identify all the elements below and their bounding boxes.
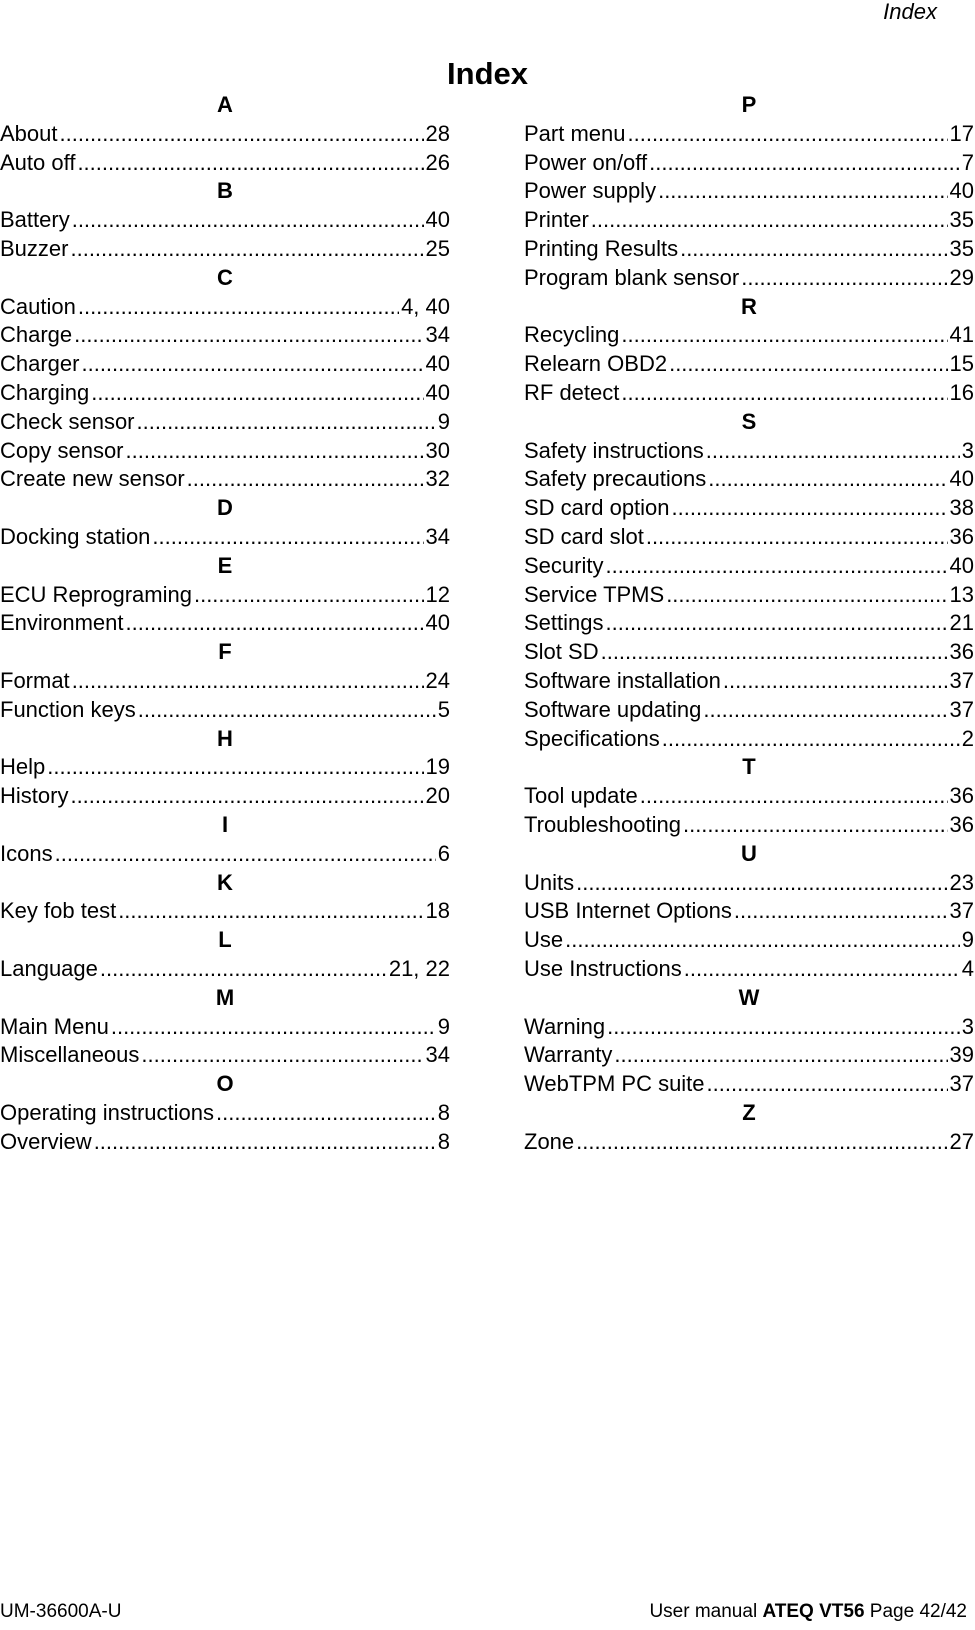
index-entry xyxy=(0,1128,450,1157)
index-page-ref: 17 xyxy=(949,120,974,146)
index-page-ref: 8 xyxy=(437,1128,450,1154)
index-term: Safety precautions xyxy=(524,466,707,492)
index-page-ref: 19 xyxy=(425,754,450,780)
index-term: Recycling xyxy=(524,322,620,348)
dot-leader xyxy=(91,379,423,408)
dot-leader xyxy=(591,206,948,235)
dot-leader xyxy=(126,437,424,466)
index-term: Icons xyxy=(0,840,53,866)
dot-leader xyxy=(666,581,947,610)
index-term: Charging xyxy=(0,379,90,405)
index-term: Printing Results xyxy=(524,235,679,261)
index-entry xyxy=(524,350,974,379)
index-entry xyxy=(524,926,974,955)
index-page-ref: 4, 40 xyxy=(401,293,450,319)
index-term: Language xyxy=(0,955,98,981)
index-page-ref: 40 xyxy=(425,207,450,233)
dot-leader xyxy=(60,120,424,149)
index-page-ref: 30 xyxy=(425,437,450,463)
index-term: Relearn OBD2 xyxy=(524,351,668,377)
index-entry xyxy=(524,897,974,926)
index-page-ref: 7 xyxy=(961,149,974,175)
index-page-ref: 21 xyxy=(949,610,974,636)
dot-leader xyxy=(741,264,947,293)
index-page-ref: 12 xyxy=(425,581,450,607)
dot-leader xyxy=(72,206,424,235)
index-page-ref: 35 xyxy=(949,207,974,233)
index-term: Power on/off xyxy=(524,149,648,175)
dot-leader xyxy=(118,897,423,926)
dot-leader xyxy=(708,465,947,494)
index-page-ref: 39 xyxy=(949,1042,974,1068)
index-entry xyxy=(524,782,974,811)
index-page-ref: 25 xyxy=(425,235,450,261)
footer-manual-label: User manual xyxy=(649,1601,763,1622)
index-term: Slot SD xyxy=(524,639,599,665)
index-entry xyxy=(524,667,974,696)
dot-leader xyxy=(111,1013,436,1042)
index-term: ECU Reprograming xyxy=(0,581,192,607)
dot-leader xyxy=(70,235,423,264)
dot-leader xyxy=(680,235,947,264)
index-page-ref: 40 xyxy=(949,178,974,204)
index-page-ref: 2 xyxy=(961,725,974,751)
index-entry xyxy=(0,293,450,322)
index-entry xyxy=(524,1013,974,1042)
index-page-ref: 24 xyxy=(425,667,450,693)
dot-leader xyxy=(194,581,424,610)
index-term: Printer xyxy=(524,207,589,233)
dot-leader xyxy=(646,523,948,552)
dot-leader xyxy=(684,955,960,984)
index-page-ref: 37 xyxy=(949,1071,974,1097)
dot-leader xyxy=(669,350,947,379)
index-entry xyxy=(0,1099,450,1128)
index-page-ref: 4 xyxy=(961,955,974,981)
dot-leader xyxy=(621,321,947,350)
dot-leader xyxy=(77,149,423,178)
index-term: Security xyxy=(524,552,604,578)
section-letter: E xyxy=(217,552,233,578)
index-page-ref: 13 xyxy=(949,581,974,607)
dot-leader xyxy=(576,1128,947,1157)
index-term: Software updating xyxy=(524,696,702,722)
dot-leader xyxy=(565,926,960,955)
dot-leader xyxy=(78,293,399,322)
index-entry xyxy=(0,1013,450,1042)
index-page-ref: 5 xyxy=(437,696,450,722)
dot-leader xyxy=(621,379,947,408)
dot-leader xyxy=(628,120,948,149)
section-letter: D xyxy=(217,495,233,521)
index-entry xyxy=(524,465,974,494)
dot-leader xyxy=(187,465,424,494)
index-term: Part menu xyxy=(524,120,626,146)
dot-leader xyxy=(723,667,948,696)
index-term: WebTPM PC suite xyxy=(524,1071,705,1097)
section-letter: B xyxy=(217,178,233,204)
index-term: USB Internet Options xyxy=(524,898,732,924)
index-term: Charger xyxy=(0,351,80,377)
dot-leader xyxy=(72,667,424,696)
dot-leader xyxy=(126,609,424,638)
index-entry xyxy=(524,1070,974,1099)
index-term: Docking station xyxy=(0,523,151,549)
index-term: Overview xyxy=(0,1128,92,1154)
footer-product-name: ATEQ VT56 xyxy=(762,1601,865,1622)
index-page-ref: 37 xyxy=(949,898,974,924)
footer-page-number: Page 42/42 xyxy=(864,1601,967,1622)
index-page-ref: 26 xyxy=(425,149,450,175)
dot-leader xyxy=(74,321,423,350)
index-term: Zone xyxy=(524,1128,575,1154)
index-entry xyxy=(0,609,450,638)
index-entry xyxy=(0,840,450,869)
section-letter: U xyxy=(741,840,757,866)
section-letter: S xyxy=(741,408,757,434)
index-page-ref: 36 xyxy=(949,811,974,837)
index-page-ref: 23 xyxy=(949,869,974,895)
index-entry xyxy=(524,811,974,840)
section-letter: O xyxy=(216,1071,234,1097)
index-page-ref: 34 xyxy=(425,322,450,348)
dot-leader xyxy=(614,1041,947,1070)
index-term: Help xyxy=(0,754,46,780)
footer-doc-id: UM-36600A-U xyxy=(0,1601,122,1622)
index-page-ref: 15 xyxy=(949,351,974,377)
index-entry xyxy=(524,206,974,235)
index-entry xyxy=(0,379,450,408)
dot-leader xyxy=(707,1070,948,1099)
dot-leader xyxy=(607,1013,960,1042)
index-entry xyxy=(0,206,450,235)
index-term: Check sensor xyxy=(0,408,135,434)
index-term: Power supply xyxy=(524,178,657,204)
index-entry xyxy=(0,437,450,466)
index-term: Settings xyxy=(524,610,604,636)
section-letter: F xyxy=(218,639,232,665)
index-term: Troubleshooting xyxy=(524,811,681,837)
index-entry xyxy=(0,120,450,149)
dot-leader xyxy=(658,177,947,206)
section-letter: K xyxy=(217,869,233,895)
index-entry xyxy=(524,869,974,898)
index-page-ref: 35 xyxy=(949,235,974,261)
dot-leader xyxy=(137,408,436,437)
dot-leader xyxy=(141,1041,423,1070)
index-entry xyxy=(0,782,450,811)
index-entry xyxy=(0,696,450,725)
index-term: Battery xyxy=(0,207,70,233)
running-header: Index xyxy=(883,0,937,24)
index-term: Use Instructions xyxy=(524,955,682,981)
dot-leader xyxy=(683,811,948,840)
index-page-ref: 8 xyxy=(437,1099,450,1125)
index-term: RF detect xyxy=(524,379,620,405)
dot-leader xyxy=(81,350,423,379)
index-term: Environment xyxy=(0,610,124,636)
index-page-ref: 3 xyxy=(961,1013,974,1039)
index-entry xyxy=(524,638,974,667)
index-entry xyxy=(0,897,450,926)
section-letter: H xyxy=(217,725,233,751)
dot-leader xyxy=(47,753,423,782)
index-entry xyxy=(524,552,974,581)
dot-leader xyxy=(734,897,948,926)
index-page-ref: 9 xyxy=(437,408,450,434)
index-term: Buzzer xyxy=(0,235,69,261)
index-entry xyxy=(524,379,974,408)
index-term: Format xyxy=(0,667,70,693)
index-entry xyxy=(524,321,974,350)
index-term: Safety instructions xyxy=(524,437,704,463)
index-page-ref: 36 xyxy=(949,523,974,549)
index-term: Service TPMS xyxy=(524,581,665,607)
index-term: Warning xyxy=(524,1013,606,1039)
index-page-ref: 34 xyxy=(425,523,450,549)
index-entry xyxy=(524,725,974,754)
index-term: About xyxy=(0,120,58,146)
index-page-ref: 27 xyxy=(949,1128,974,1154)
index-term: Key fob test xyxy=(0,898,117,924)
index-term: Use xyxy=(524,927,564,953)
index-entry xyxy=(524,437,974,466)
index-entry xyxy=(524,609,974,638)
index-entry xyxy=(0,667,450,696)
index-page-ref: 21, 22 xyxy=(388,955,450,981)
index-term: Charge xyxy=(0,322,73,348)
index-page-ref: 34 xyxy=(425,1042,450,1068)
index-page-ref: 36 xyxy=(949,639,974,665)
section-letter: L xyxy=(218,927,232,953)
index-page-ref: 9 xyxy=(961,927,974,953)
index-page-ref: 40 xyxy=(425,610,450,636)
index-column-left xyxy=(0,91,450,1156)
dot-leader xyxy=(152,523,423,552)
index-entry xyxy=(0,149,450,178)
section-letter: C xyxy=(217,264,233,290)
index-page-ref: 6 xyxy=(437,840,450,866)
index-entry xyxy=(0,465,450,494)
section-letter: M xyxy=(215,984,235,1010)
section-letter: A xyxy=(217,92,233,117)
index-page-ref: 40 xyxy=(425,379,450,405)
section-letter: W xyxy=(738,984,760,1010)
index-entry xyxy=(0,235,450,264)
index-page-ref: 20 xyxy=(425,783,450,809)
page-title: Index xyxy=(447,56,528,91)
dot-leader xyxy=(672,494,948,523)
index-term: History xyxy=(0,783,69,809)
index-entry xyxy=(524,494,974,523)
index-term: Miscellaneous xyxy=(0,1042,140,1068)
dot-leader xyxy=(70,782,423,811)
index-entry xyxy=(524,581,974,610)
index-entry xyxy=(524,523,974,552)
index-term: Operating instructions xyxy=(0,1099,214,1125)
index-term: SD card slot xyxy=(524,523,644,549)
index-page-ref: 9 xyxy=(437,1013,450,1039)
index-page-ref: 36 xyxy=(949,783,974,809)
index-entry xyxy=(0,321,450,350)
index-page-ref: 40 xyxy=(425,351,450,377)
section-letter: Z xyxy=(742,1099,756,1125)
index-page-ref: 37 xyxy=(949,667,974,693)
section-letter: R xyxy=(741,293,757,319)
dot-leader xyxy=(216,1099,436,1128)
index-page-ref: 16 xyxy=(949,379,974,405)
index-page-ref: 3 xyxy=(961,437,974,463)
index-entry xyxy=(524,1041,974,1070)
index-term: Create new sensor xyxy=(0,466,185,492)
index-entry xyxy=(524,264,974,293)
index-page-ref: 40 xyxy=(949,552,974,578)
index-entry xyxy=(0,523,450,552)
index-page-ref: 29 xyxy=(949,264,974,290)
index-page-ref: 41 xyxy=(949,322,974,348)
index-entry xyxy=(524,1128,974,1157)
index-term: Units xyxy=(524,869,575,895)
dot-leader xyxy=(605,552,947,581)
index-entry xyxy=(524,235,974,264)
index-entry xyxy=(524,955,974,984)
section-letter: I xyxy=(221,811,229,837)
index-page-ref: 37 xyxy=(949,696,974,722)
index-entry xyxy=(0,753,450,782)
index-term: Function keys xyxy=(0,696,136,722)
dot-leader xyxy=(662,725,960,754)
index-entry xyxy=(0,350,450,379)
index-entry xyxy=(0,408,450,437)
index-term: Copy sensor xyxy=(0,437,124,463)
dot-leader xyxy=(100,955,387,984)
dot-leader xyxy=(640,782,948,811)
index-entry xyxy=(0,581,450,610)
index-entry xyxy=(0,955,450,984)
dot-leader xyxy=(649,149,960,178)
footer-page-info xyxy=(649,1601,967,1623)
index-page-ref: 28 xyxy=(425,120,450,146)
dot-leader xyxy=(55,840,436,869)
index-term: Software installation xyxy=(524,667,721,693)
section-letter: P xyxy=(741,92,757,117)
index-page-ref: 38 xyxy=(949,495,974,521)
index-term: Main Menu xyxy=(0,1013,109,1039)
index-term: Caution xyxy=(0,293,76,319)
dot-leader xyxy=(138,696,436,725)
index-term: Auto off xyxy=(0,149,76,175)
index-term: Tool update xyxy=(524,783,638,809)
dot-leader xyxy=(601,638,948,667)
index-term: Program blank sensor xyxy=(524,264,740,290)
index-page-ref: 40 xyxy=(949,466,974,492)
index-entry xyxy=(524,149,974,178)
index-column-right xyxy=(524,91,974,1156)
index-term: Specifications xyxy=(524,725,660,751)
index-term: Warranty xyxy=(524,1042,613,1068)
index-page-ref: 18 xyxy=(425,898,450,924)
dot-leader xyxy=(703,696,947,725)
index-entry xyxy=(524,120,974,149)
index-entry xyxy=(524,177,974,206)
dot-leader xyxy=(576,869,947,898)
dot-leader xyxy=(606,609,948,638)
section-letter: T xyxy=(742,754,756,780)
index-entry xyxy=(524,696,974,725)
index-entry xyxy=(0,1041,450,1070)
dot-leader xyxy=(94,1128,436,1157)
index-term: SD card option xyxy=(524,495,670,521)
index-page-ref: 32 xyxy=(425,466,450,492)
dot-leader xyxy=(706,437,960,466)
